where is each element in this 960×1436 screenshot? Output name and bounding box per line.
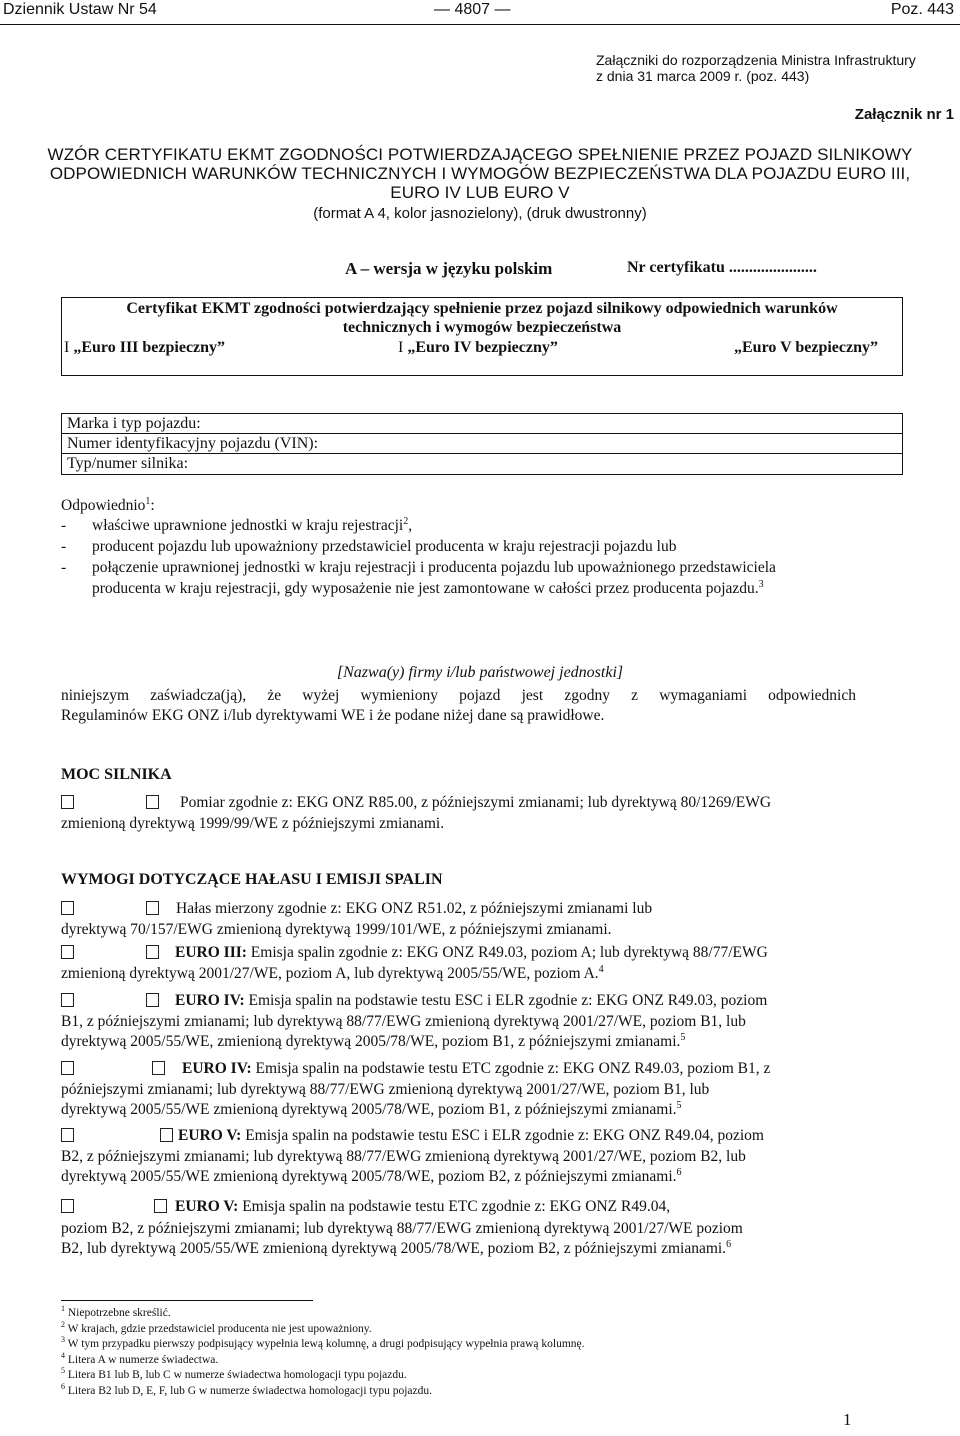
annex-reference-line2: z dnia 31 marca 2009 r. (poz. 443)	[596, 68, 810, 84]
option-euro-iv[interactable]	[398, 339, 558, 357]
document-title	[0, 145, 960, 202]
euro4-etc-line1: EURO IV: Emisja spalin na podstawie testu ETC zgodnie z: EKG ONZ R49.03, poziom B1, z	[182, 1060, 771, 1077]
euro5-esc-line3: dyrektywą 2005/55/WE zmienioną dyrektywą 2005/78/WE, poziom B2, z późniejszymi zmianami.$^6$	[61, 1166, 682, 1185]
checkbox[interactable]	[146, 945, 159, 959]
footnote-ref: 1	[145, 495, 151, 507]
euro4-esc-line3: dyrektywą 2005/55/WE, zmienioną dyrektywą 2005/78/WE, poziom B1, z późniejszymi zmianami.$^5$	[61, 1031, 686, 1050]
power-line2: zmienioną dyrektywą 1999/99/WE z późniejszymi zmianami.	[61, 815, 445, 832]
bullet-dash: -	[61, 517, 67, 534]
footnote: $^4$ Litera A w numerze świadectwa.	[61, 1350, 219, 1366]
declaration-line1: niniejszym zaświadcza(ją), że wyżej wymieniony pojazd jest zgodny z wymaganiami odpowiednich	[61, 687, 856, 704]
certificate-heading	[62, 299, 902, 337]
footnote-divider	[61, 1300, 313, 1301]
checkbox[interactable]	[146, 901, 159, 915]
annex-number: Załącznik nr 1	[854, 106, 954, 123]
list-item-text: właściwe uprawnione jednostki w kraju rejestracji$^2$,	[92, 515, 413, 534]
option-euro-v[interactable]	[734, 339, 878, 357]
section-heading-power: MOC SILNIKA	[61, 766, 172, 783]
page-header	[0, 0, 960, 22]
euro4-esc-line1: EURO IV: Emisja spalin na podstawie testu ESC i ELR zgodnie z: EKG ONZ R49.03, poziom	[175, 992, 768, 1009]
euro5-etc-line2: poziom B2, z późniejszymi zmianami; lub dyrektywą 88/77/EWG zmienioną dyrektywą 2001/27/WE poziom	[61, 1220, 743, 1237]
document-subtitle: (format A 4, kolor jasnozielony), (druk dwustronny)	[313, 205, 647, 222]
certificate-box	[61, 297, 903, 376]
annex-reference-line1: Załączniki do rozporządzenia Ministra Infrastruktury	[596, 52, 916, 68]
vehicle-make-row[interactable]: Marka i typ pojazdu:	[62, 414, 902, 434]
bullet-dash: -	[61, 559, 67, 576]
option-euro-iv-label: „Euro IV bezpieczny”	[407, 339, 558, 356]
footnote: $^3$ W tym przypadku pierwszy podpisujący wypełnia lewą kolumnę, a drugi podpisujący wypełnia prawą kolumnę.	[61, 1335, 585, 1350]
responsible-label: Odpowiednio$^1$:	[61, 495, 155, 514]
euro5-etc-line1: EURO V: Emisja spalin na podstawie testu ETC zgodnie z: EKG ONZ R49.04,	[175, 1198, 671, 1215]
title-line1: WZÓR CERTYFIKATU EKMT ZGODNOŚCI POTWIERDZAJĄCEGO SPEŁNIENIE PRZEZ POJAZD SILNIKOWY	[47, 145, 913, 164]
option-euro-v-label: „Euro V bezpieczny”	[734, 339, 879, 356]
engine-type-row[interactable]: Typ/numer silnika:	[67, 455, 189, 472]
responsible-list	[0, 516, 960, 616]
option-euro-iii[interactable]	[64, 339, 225, 357]
declaration-line2: Regulaminów EKG ONZ i/lub dyrektywami WE i że podane niżej dane są prawidłowe.	[61, 707, 605, 724]
vehicle-vin-row[interactable]: Numer identyfikacyjny pojazdu (VIN):	[62, 434, 902, 454]
euro5-esc-line1: EURO V: Emisja spalin na podstawie testu ESC i ELR zgodnie z: EKG ONZ R49.04, poziom	[178, 1127, 764, 1144]
journal-name: Dziennik Ustaw Nr 54	[3, 1, 157, 18]
option-marker: I	[398, 339, 404, 356]
option-marker: I	[64, 339, 70, 356]
footnote: $^2$ W krajach, gdzie przedstawiciel producenta nie jest upoważniony.	[61, 1319, 372, 1335]
checkbox[interactable]	[61, 1061, 74, 1075]
title-line3: EURO IV LUB EURO V	[390, 183, 570, 202]
footnote: $^6$ Litera B2 lub D, E, F, lub G w numerze świadectwa homologacji typu pojazdu.	[61, 1381, 432, 1397]
section-heading-emissions: WYMOGI DOTYCZĄCE HAŁASU I EMISJI SPALIN	[61, 871, 443, 888]
certificate-number: Nr certyfikatu ......................	[627, 259, 817, 276]
page-number: 1	[843, 1410, 852, 1429]
title-line2: ODPOWIEDNICH WARUNKÓW TECHNICZNYCH I WYMOGÓW BEZPIECZEŃSTWA DLA POJAZDU EURO III,	[49, 164, 911, 183]
list-item-text: połączenie uprawnionej jednostki w kraju rejestracji i producenta pojazdu lub upoważnionego przedstawiciela producenta w kraju rejestracji, gdy wyposażenie nie jest zamontowane w całości przez producenta pojazdu.$^3$	[92, 559, 776, 597]
euro4-esc-line2: B1, z późniejszymi zmianami; lub dyrektywą 88/77/EWG zmienioną dyrektywą 2001/27/WE, poziom B1, lub	[61, 1013, 746, 1030]
checkbox[interactable]	[146, 795, 159, 809]
euro4-etc-line3: dyrektywą 2005/55/WE zmienioną dyrektywą 2005/78/WE, poziom B1, z późniejszymi zmianami.$^5$	[61, 1099, 682, 1118]
checkbox[interactable]	[61, 993, 74, 1007]
footnotes	[61, 1306, 585, 1399]
vehicle-box	[61, 413, 903, 475]
bullet-dash: -	[61, 538, 67, 555]
position-number: Poz. 443	[890, 1, 954, 18]
certificate-heading-line1: Certyfikat EKMT zgodności potwierdzający spełnienie przez pojazd silnikowy odpowiednich warunków	[126, 300, 838, 317]
option-euro-iii-label: „Euro III bezpieczny”	[73, 339, 226, 356]
power-line1: Pomiar zgodnie z: EKG ONZ R85.00, z późniejszymi zmianami; lub dyrektywą 80/1269/EWG	[180, 794, 772, 811]
annex-reference	[596, 52, 954, 84]
checkbox[interactable]	[152, 1061, 165, 1075]
company-placeholder: [Nazwa(y) firmy i/lub państwowej jednostki]	[336, 664, 624, 681]
noise-line1: Hałas mierzony zgodnie z: EKG ONZ R51.02, z późniejszymi zmianami lub	[176, 900, 653, 917]
euro3-line1: EURO III: Emisja spalin zgodnie z: EKG ONZ R49.03, poziom A; lub dyrektywą 88/77/EWG	[175, 944, 768, 961]
noise-line2: dyrektywą 70/157/EWG zmienioną dyrektywą 1999/101/WE, z późniejszymi zmianami.	[61, 921, 612, 938]
checkbox[interactable]	[61, 945, 74, 959]
checkbox[interactable]	[61, 1128, 74, 1142]
certificate-heading-line2: technicznych i wymogów bezpieczeństwa	[342, 319, 622, 336]
checkbox[interactable]	[61, 795, 74, 809]
euro3-line2: zmienioną dyrektywą 2001/27/WE, poziom A, lub dyrektywą 2005/55/WE, poziom A.$^4$	[61, 963, 604, 982]
checkbox[interactable]	[154, 1199, 167, 1213]
footnote: $^5$ Litera B1 lub B, lub C w numerze świadectwa homologacji typu pojazdu.	[61, 1366, 407, 1381]
responsible-label-text: Odpowiednio	[61, 497, 146, 514]
footnote: $^1$ Niepotrzebne skreślić.	[61, 1304, 171, 1319]
list-item-text: producent pojazdu lub upoważniony przedstawiciel producenta w kraju rejestracji pojazdu lub	[92, 538, 677, 555]
checkbox[interactable]	[61, 1199, 74, 1213]
euro5-etc-line3: B2, lub dyrektywą 2005/55/WE zmienioną dyrektywą 2005/78/WE, poziom B2, z późniejszymi zmianami.$^6$	[61, 1238, 732, 1257]
checkbox[interactable]	[146, 993, 159, 1007]
checkbox[interactable]	[61, 901, 74, 915]
header-divider	[0, 24, 960, 25]
checkbox[interactable]	[160, 1128, 173, 1142]
euro4-etc-line2: późniejszymi zmianami; lub dyrektywą 88/77/EWG zmienioną dyrektywą 2001/27/WE, poziom B1, lub	[61, 1081, 710, 1098]
euro5-esc-line2: B2, z późniejszymi zmianami; lub dyrektywą 88/77/EWG zmienioną dyrektywą 2001/27/WE, poziom B2, lub	[61, 1148, 746, 1165]
journal-page: — 4807 —	[434, 1, 511, 18]
version-label: A – wersja w języku polskim	[345, 259, 553, 278]
